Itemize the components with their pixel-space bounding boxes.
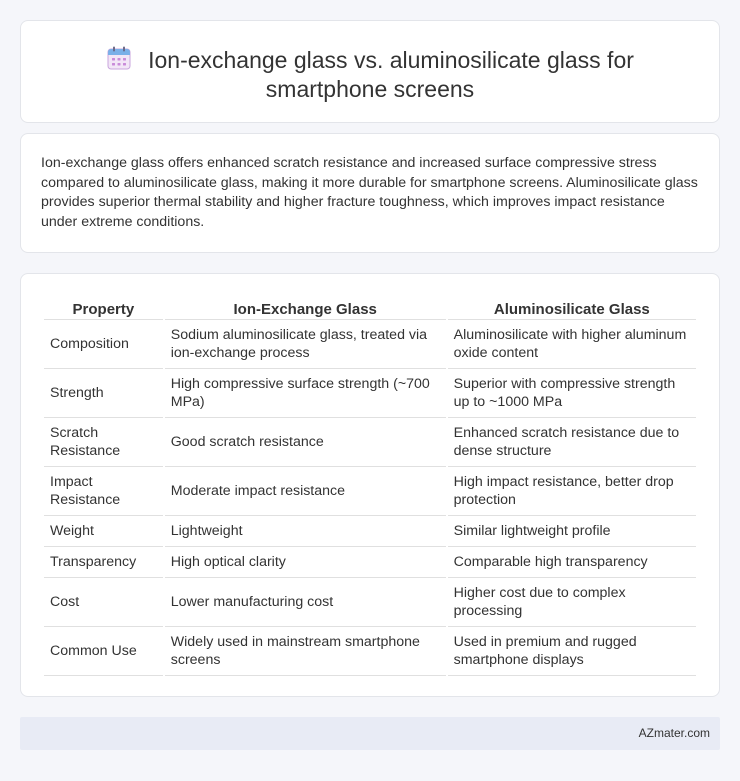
cell-ion-exchange: Moderate impact resistance: [165, 467, 446, 516]
cell-ion-exchange: Lower manufacturing cost: [165, 578, 446, 627]
header-property: Property: [44, 294, 163, 320]
header-aluminosilicate: Aluminosilicate Glass: [448, 294, 696, 320]
cell-property: Transparency: [44, 547, 163, 578]
cell-property: Cost: [44, 578, 163, 627]
table-row: [44, 418, 696, 467]
summary-text: Ion-exchange glass offers enhanced scratch resistance and increased surface compressive stress compared to aluminosilicate glass, making it more durable for smartphone screens. Aluminosilicate glass provides superior thermal stability and higher fracture toughness, which improves impact resistance under extreme conditions.: [41, 155, 698, 230]
cell-ion-exchange: High compressive surface strength (~700 MPa): [165, 369, 446, 418]
cell-ion-exchange: Good scratch resistance: [165, 418, 446, 467]
footer-brand: AZmater.com: [638, 726, 710, 740]
cell-property: Weight: [44, 516, 163, 547]
table-row: [44, 369, 696, 418]
calendar-icon: [106, 45, 132, 71]
cell-ion-exchange: High optical clarity: [165, 547, 446, 578]
cell-aluminosilicate: Comparable high transparency: [448, 547, 696, 578]
cell-aluminosilicate: Aluminosilicate with higher aluminum oxide content: [448, 320, 696, 369]
footer-bar: [20, 717, 720, 750]
cell-property: Composition: [44, 320, 163, 369]
cell-ion-exchange: Lightweight: [165, 516, 446, 547]
comparison-card: [20, 273, 720, 697]
table-row: [44, 516, 696, 547]
title-line-1: Ion-exchange glass vs. aluminosilicate glass for: [148, 47, 634, 73]
cell-aluminosilicate: High impact resistance, better drop protection: [448, 467, 696, 516]
title-line-2: smartphone screens: [265, 76, 475, 102]
table-row: [44, 320, 696, 369]
cell-ion-exchange: Sodium aluminosilicate glass, treated via ion-exchange process: [165, 320, 446, 369]
header-ion-exchange: Ion-Exchange Glass: [165, 294, 446, 320]
cell-aluminosilicate: Used in premium and rugged smartphone displays: [448, 627, 696, 676]
table-header-row: [44, 294, 696, 320]
table-row: [44, 467, 696, 516]
table-row: [44, 627, 696, 676]
cell-property: Common Use: [44, 627, 163, 676]
cell-property: Impact Resistance: [44, 467, 163, 516]
title-card: [20, 20, 720, 123]
cell-property: Strength: [44, 369, 163, 418]
cell-aluminosilicate: Higher cost due to complex processing: [448, 578, 696, 627]
cell-aluminosilicate: Superior with compressive strength up to ~1000 MPa: [448, 369, 696, 418]
table-row: [44, 578, 696, 627]
cell-aluminosilicate: Similar lightweight profile: [448, 516, 696, 547]
cell-ion-exchange: Widely used in mainstream smartphone screens: [165, 627, 446, 676]
summary-card: [20, 133, 720, 253]
comparison-table: [42, 294, 698, 676]
page-title: [21, 45, 719, 104]
table-row: [44, 547, 696, 578]
cell-aluminosilicate: Enhanced scratch resistance due to dense structure: [448, 418, 696, 467]
cell-property: Scratch Resistance: [44, 418, 163, 467]
